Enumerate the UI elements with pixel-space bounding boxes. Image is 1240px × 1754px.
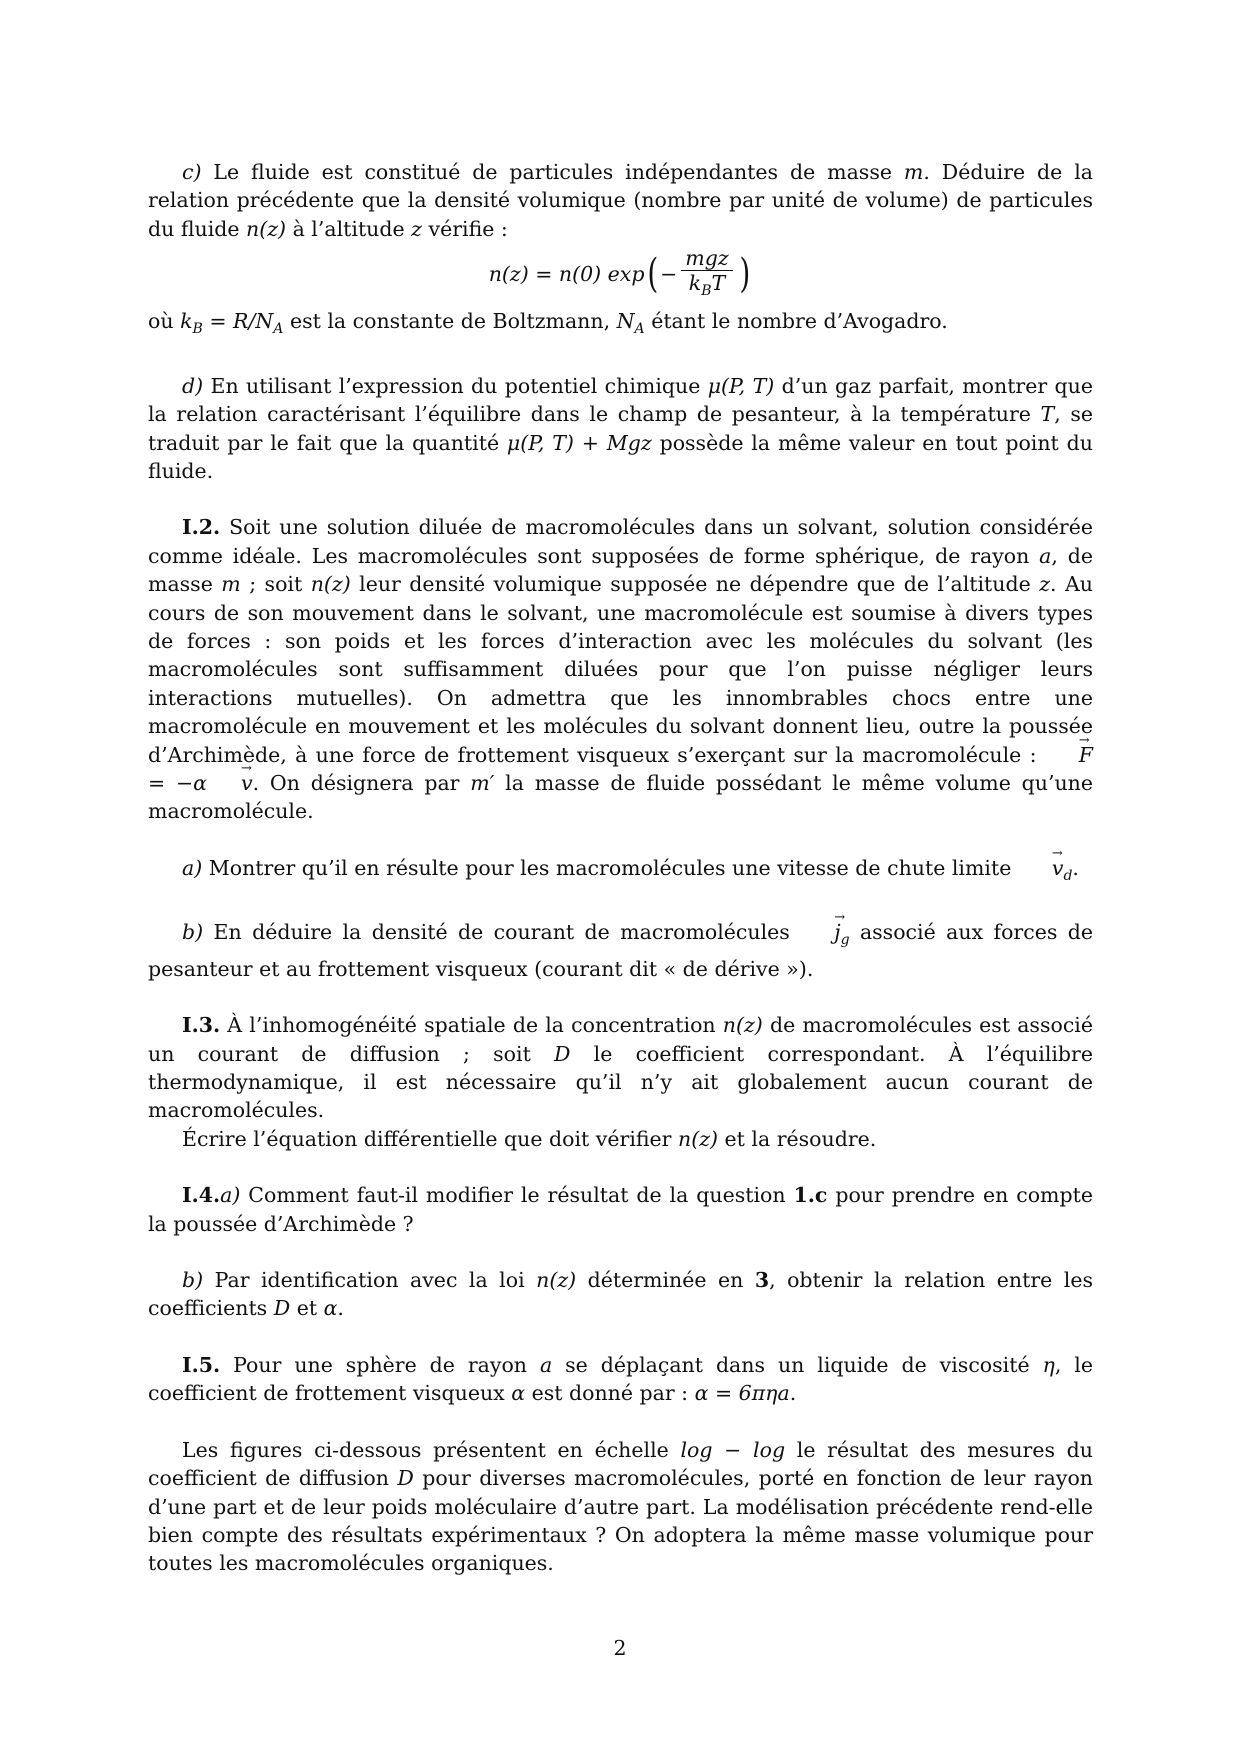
question-d-paragraph: d) En utilisant l’expression du potentiel chimique μ(P, T) d’un gaz parfait, montrer que la relation caractérisant l’équilibre dans le champ de pesanteur, à la température T, se traduit par le fait que la quantité μ(P, T) + Mgz possède la même valeur en tout point du fluide. <box>148 373 1093 483</box>
document-body <box>148 158 1093 1606</box>
question-i2b-paragraph: b) En déduire la densité de courant de macromolécules → $j_g$ associé aux forces de pesanteur et au frottement visqueux (courant dit « de dérive »). <box>148 918 1093 983</box>
question-i4b-paragraph: b) Par identification avec la loi n(z) déterminée en 3, obtenir la relation entre les coefficients D et α. <box>148 1268 1093 1321</box>
section-i3-paragraph: I.3. À l’inhomogénéité spatiale de la concentration n(z) de macromolécules est associé un courant de diffusion ; soit D le coefficient correspondant. À l’équilibre thermodynamique, il est nécessaire qu’il n’y ait globalement aucun courant de macromolécules. <box>148 1013 1093 1123</box>
question-c-paragraph: c) Le fluide est constitué de particules indépendantes de masse m. Déduire de la relation précédente que la densité volumique (nombre par unité de volume) de particules du fluide n(z) à l’altitude z vérifie : <box>148 160 1093 241</box>
section-i4-paragraph: I.4.a) Comment faut-il modifier le résultat de la question 1.c pour prendre en compte la poussée d’Archimède ? <box>148 1183 1093 1236</box>
boltzmann-definition: où $k_B = R/N_A$ est la constante de Boltzmann, $N_A$ étant le nombre d’Avogadro. <box>148 309 948 338</box>
question-i2a-paragraph: a) Montrer qu’il en résulte pour les macromolécules une vitesse de chute limite → $v_d$. <box>148 854 1093 891</box>
fraction: $\frac{\text{mgz}}{k_BT}$ <box>681 246 732 303</box>
barometric-formula: n(z) = n(0) exp ( − $\frac{\text{mgz}}{k_BT}$ ) <box>148 245 1093 303</box>
figures-description-paragraph: Les figures ci-dessous présentent en échelle log − log le résultat des mesures du coefficient de diffusion D pour diverses macromolécules, porté en fonction de leur rayon d’une part et de leur poids moléculaire d’autre part. La modélisation précédente rend-elle bien compte des résultats expérimentaux ? On adoptera la même masse volumique pour toutes les macromolécules organiques. <box>148 1437 1094 1576</box>
section-i3-instruction: Écrire l’équation différentielle que doit vérifier n(z) et la résoudre. <box>182 1126 877 1151</box>
right-paren: ) <box>739 251 750 298</box>
page-number: 2 <box>613 1636 627 1660</box>
left-paren: ( <box>646 251 658 298</box>
fraction-denominator: $k_BT$ <box>688 270 726 299</box>
section-i5-paragraph: I.5. Pour une sphère de rayon a se déplaçant dans un liquide de viscosité η, le coefficient de frottement visqueux α est donné par : α = 6πηa. <box>148 1352 1093 1406</box>
section-i2-paragraph: I.2. Soit une solution diluée de macromolécules dans un solvant, solution considérée comme idéale. Les macromolécules sont supposées de forme sphérique, de rayon a, de masse m ; soit n(z) leur densité volumique supposée ne dépendre que de l’altitude z. Au cours de son mouvement dans le solvant, une macromolécule est soumise à divers types de forces : son poids et les forces d’interaction avec les molécules du solvant (les macromolécules sont suffisamment diluées pour que l’on puisse négliger leurs interactions mutuelles). On admettra que les innombrables chocs entre une macromolécule en mouvement et les molécules du solvant donnent lieu, outre la poussée d’Archimède, à une force de frottement visqueux s’exerçant sur la macromolécule : → F = −α→ v. On désignera par m′ la masse de fluide possédant le même volume qu’une macromolécule. <box>148 513 1093 825</box>
